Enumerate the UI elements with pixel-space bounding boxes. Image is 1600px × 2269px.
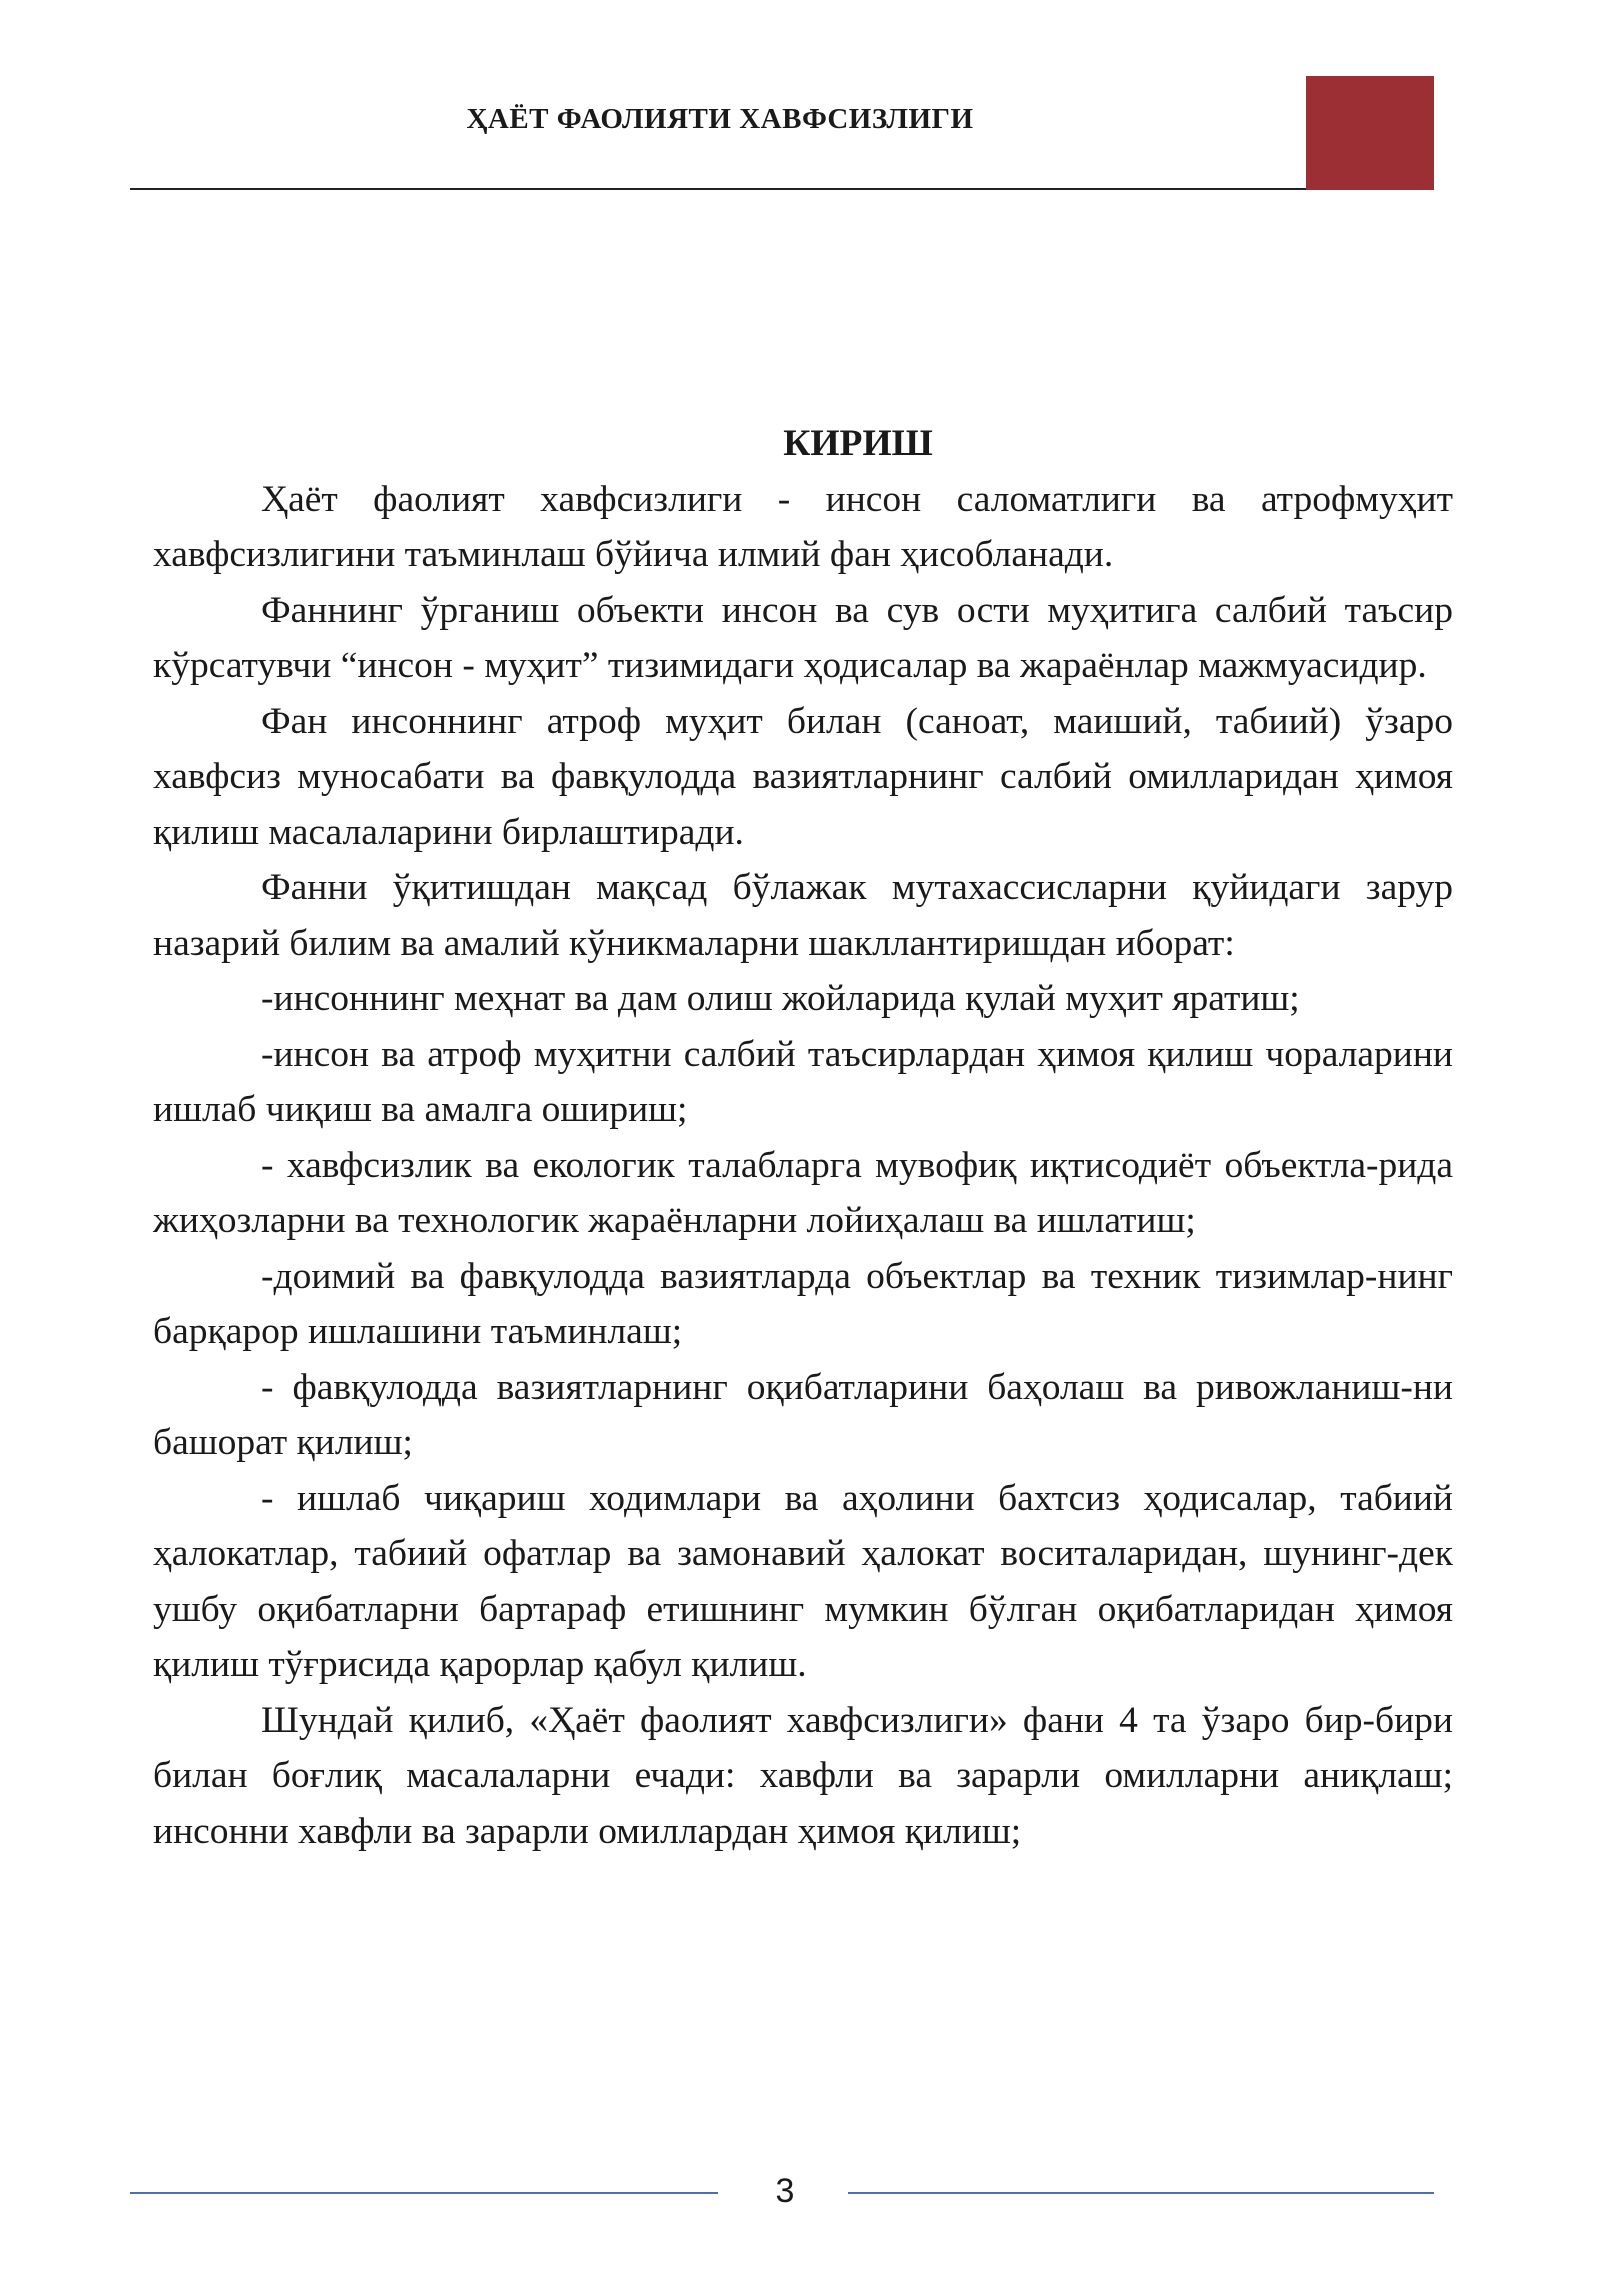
page-body	[153, 416, 1453, 1859]
list-item-protection-measures: -инсон ва атроф муҳитни салбий таъсирлардан ҳимоя қилиш чораларини ишлаб чиқиш ва амалга ошириш;	[153, 1033, 1453, 1130]
paragraph-aim: Фанни ўқитишдан мақсад бўлажак мутахассисларни қуйидаги зарур назарий билим ва амалий кўникмаларни шакллантиришдан иборат:	[153, 867, 1453, 964]
paragraph-definition: Ҳаёт фаолият хавфсизлиги - инсон саломатлиги ва атрофмуҳит хавфсизлигини таъминлаш бўйича илмий фан ҳисобланади.	[153, 478, 1453, 575]
list-item-design-equipment: - хавфсизлик ва екологик талабларга мувофиқ иқтисодиёт объектла-рида жиҳозларни ва технологик жараёнларни лойиҳалаш ва ишлатиш;	[153, 1144, 1453, 1241]
header-divider	[130, 188, 1310, 190]
paragraph-scope: Фан инсоннинг атроф муҳит билан (саноат, маиший, табиий) ўзаро хавфсиз муносабати ва фавқулодда вазиятларнинг салбий омилларидан ҳимоя қилиш масалаларини бирлаштиради.	[153, 700, 1453, 853]
page-number: 3	[775, 2172, 795, 2210]
footer-line-left	[130, 2192, 718, 2194]
list-item-assess-consequences: - фавқулодда вазиятларнинг оқибатларини баҳолаш ва ривожланиш-ни башорат қилиш;	[153, 1366, 1453, 1463]
list-item-stable-operation: -доимий ва фавқулодда вазиятларда объектлар ва техник тизимлар-нинг барқарор ишлашини таъминлаш;	[153, 1255, 1453, 1352]
section-heading: КИРИШ	[783, 423, 933, 464]
list-item-decision-making: - ишлаб чиқариш ходимлари ва аҳолини бахтсиз ҳодисалар, табиий ҳалокатлар, табиий офатлар ва замонавий ҳалокат воситаларидан, шунинг-дек ушбу оқибатларни бартараф етишнинг мумкин бўлган оқибатларидан ҳимоя қилиш тўғрисида қарорлар қабул қилиш.	[153, 1477, 1453, 1685]
paragraph-summary: Шундай қилиб, «Ҳаёт фаолият хавфсизлиги» фани 4 та ўзаро бир-бири билан боғлиқ масалаларни ечади: хавфли ва зарарли омилларни аниқлаш; инсонни хавфли ва зарарли омиллардан ҳимоя қилиш;	[153, 1699, 1453, 1852]
header-accent-block	[1306, 76, 1434, 190]
footer-line-right	[848, 2192, 1434, 2194]
list-item-comfortable-environment: -инсоннинг меҳнат ва дам олиш жойларида қулай муҳит яратиш;	[261, 978, 1300, 1019]
paragraph-object: Фаннинг ўрганиш объекти инсон ва сув ости муҳитига салбий таъсир кўрсатувчи “инсон - муҳит” тизимидаги ҳодисалар ва жараёнлар мажмуасидир.	[153, 589, 1453, 686]
running-header-title: ҲАЁТ ФАОЛИЯТИ ХАВФСИЗЛИГИ	[466, 103, 974, 135]
